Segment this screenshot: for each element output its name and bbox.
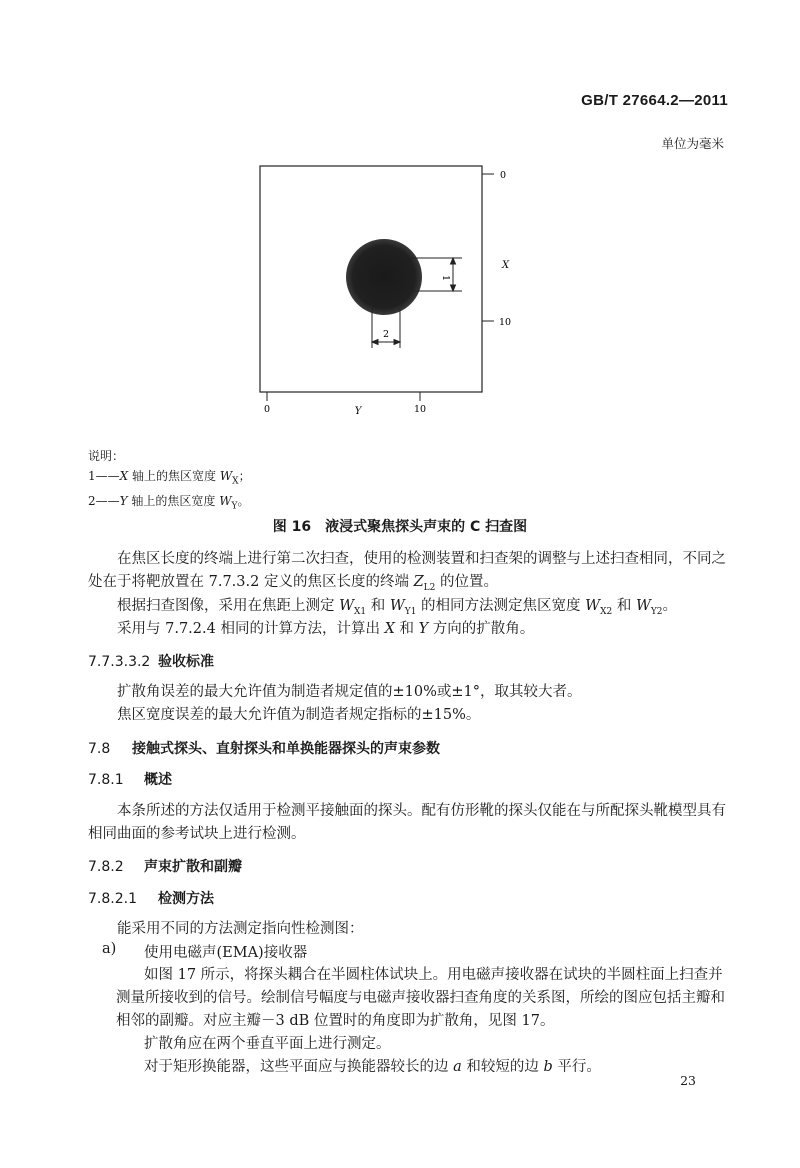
bottom-axis-tick-0: 0 — [263, 404, 271, 415]
paragraph-two-planes: 扩散角应在两个垂直平面上进行测定。 — [144, 1036, 391, 1052]
paragraph-methods-intro: 能采用不同的方法测定指向性检测图： — [117, 921, 364, 937]
bottom-axis-tick-10: 10 — [413, 404, 427, 415]
right-axis-tick-0: 0 — [500, 170, 507, 181]
right-axis-tick-10: 10 — [499, 317, 512, 328]
bottom-axis — [267, 392, 420, 401]
focal-spot — [346, 239, 422, 315]
list-item-ema-receiver: 使用电磁声(EMA)接收器 — [144, 945, 308, 961]
heading-7-8-1: 7.8.1 概述 — [88, 772, 172, 788]
heading-7-8-2: 7.8.2 声束扩散和副瓣 — [88, 859, 242, 875]
page-number: 23 — [680, 1073, 696, 1088]
legend-item-1: 1——X 轴上的焦区宽度 $W_X$； — [88, 469, 251, 487]
paragraph-width-tolerance: 焦区宽度误差的最大允许值为制造者规定指标的±15%。 — [117, 707, 481, 723]
paragraph-rectangular-transducer: 对于矩形换能器，这些平面应与换能器较长的边 a 和较短的边 b 平行。 — [144, 1059, 601, 1075]
paragraph-ema-method: 如图 17 所示，将探头耦合在半圆柱体试块上。用电磁声接收器在试块的半圆柱面上扫查并测量所接收到的信号。绘制信号幅度与电磁声接收器扫查角度的关系图，所绘的图应包括主瓣和相邻的副瓣。对应主瓣－3 dB 位置时的角度即为扩散角，见图 17。 — [116, 967, 725, 1029]
paragraph-scope: 本条所述的方法仅适用于检测平接触面的探头。配有仿形靴的探头仅能在与所配探头靴模型具有相同曲面的参考试块上进行检测。 — [88, 803, 726, 842]
right-axis — [482, 174, 494, 321]
dim-label-2: 2 — [382, 329, 390, 340]
heading-7-8: 7.8 接触式探头、直射探头和单换能器探头的声束参数 — [88, 741, 440, 757]
right-axis-label: X — [502, 260, 510, 271]
bottom-axis-label: Y — [354, 406, 362, 417]
paragraph-second-scan: 在焦区长度的终端上进行第二次扫查，使用的检测装置和扫查架的调整与上述扫查相同，不同之处在于将靶放置在 7.7.3.2 定义的焦区长度的终端 $Z_{L2}$ 的位置。 — [88, 551, 726, 593]
legend-item-2: 2——Y 轴上的焦区宽度 $W_Y$。 — [88, 494, 250, 512]
paragraph-focal-width: 根据扫查图像，采用在焦距上测定 $W_{X1}$ 和 $W_{Y1}$ 的相同方法测定焦区宽度 $W_{X2}$ 和 $W_{Y2}$。 — [117, 598, 678, 617]
figure-caption: 图 16 液浸式聚焦探头声束的 C 扫查图 — [272, 519, 528, 535]
unit-note: 单位为毫米 — [661, 136, 724, 151]
c-scan-figure — [240, 160, 540, 420]
heading-7-8-2-1: 7.8.2.1 检测方法 — [88, 891, 214, 907]
legend-title: 说明： — [88, 449, 125, 463]
paragraph-divergence-tolerance: 扩散角误差的最大允许值为制造者规定值的±10%或±1°，取其较大者。 — [117, 684, 582, 700]
legend — [88, 446, 251, 517]
dim-label-1: 1 — [440, 274, 451, 282]
list-label-a: a) — [102, 941, 117, 957]
paragraph-divergence: 采用与 7.7.2.4 相同的计算方法，计算出 X 和 Y 方向的扩散角。 — [117, 621, 535, 637]
standard-number: GB/T 27664.2—2011 — [581, 92, 728, 109]
heading-7-7-3-3-2: 7.7.3.3.2 验收标准 — [88, 654, 214, 670]
